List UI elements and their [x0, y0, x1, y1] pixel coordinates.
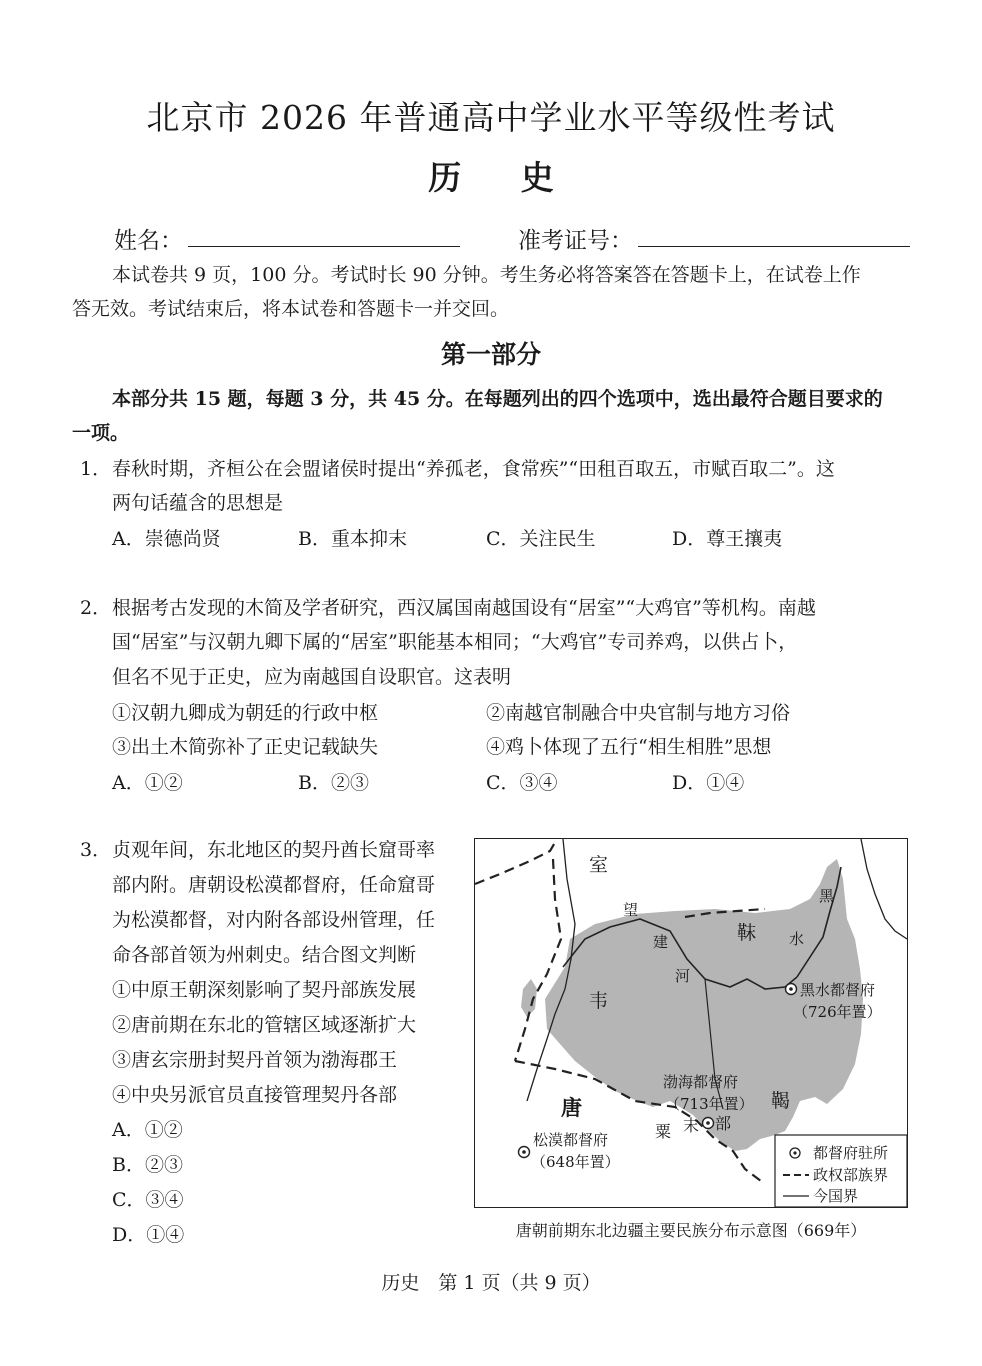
- heishui-seat-dot: [789, 987, 793, 991]
- label-mo: 靺: [737, 922, 757, 944]
- polity-boundary-line: [475, 839, 557, 884]
- name-field[interactable]: [188, 246, 460, 247]
- option-letter: B．: [298, 772, 331, 794]
- option-letter: B．: [112, 1154, 145, 1176]
- label-river-jian: 建: [653, 933, 669, 951]
- legend-seat-dot: [793, 1151, 796, 1154]
- statement: ②唐前期在东北的管辖区域逐渐扩大: [112, 1014, 417, 1036]
- section-desc-line-1: 本部分共 15 题，每题 3 分，共 45 分。在每题列出的四个选项中，选出最符合题目要求的: [112, 388, 883, 410]
- option-letter: A．: [112, 772, 145, 794]
- option-d[interactable]: [672, 766, 744, 800]
- statement: ③出土木简弥补了正史记载缺失: [112, 736, 379, 758]
- option-text: ②③: [330, 772, 369, 794]
- option-letter: D．: [672, 772, 707, 794]
- label-wei: 韦: [589, 990, 609, 1012]
- bohai-year: （713年置）: [665, 1095, 754, 1113]
- option-text: ③④: [519, 772, 558, 794]
- option-text: 重本抑末: [330, 528, 407, 550]
- option-letter: D．: [672, 528, 707, 550]
- label-bu: 部: [715, 1114, 732, 1133]
- legend-boundary-label: 政权部族界: [813, 1166, 889, 1184]
- option-letter: A．: [112, 528, 145, 550]
- label-shi: 室: [589, 854, 609, 876]
- statement: ④中央另派官员直接管理契丹各部: [112, 1084, 398, 1106]
- question-number: 1．: [80, 458, 112, 480]
- question-stem-line: 命各部首领为州刺史。结合图文判断: [112, 944, 417, 966]
- question-stem-line: 两句话蕴含的思想是: [112, 492, 284, 514]
- modern-border-line: [861, 839, 907, 939]
- label-tang: 唐: [561, 1095, 582, 1120]
- instructions-line-1: 本试卷共 9 页，100 分。考试时长 90 分钟。考生务必将答案答在答题卡上，在试卷上作: [112, 264, 861, 286]
- legend-border-label: 今国界: [813, 1187, 859, 1205]
- name-label: 姓名：: [114, 228, 183, 254]
- statement: ③唐玄宗册封契丹首领为渤海郡王: [112, 1049, 398, 1071]
- question-stem-line: 但名不见于正史，应为南越国自设职官。这表明: [112, 666, 512, 688]
- label-river-hei: 黑: [819, 887, 835, 905]
- option-text: 尊王攘夷: [706, 528, 783, 550]
- question-stem-line: 部内附。唐朝设松漠都督府，任命窟哥: [112, 874, 436, 896]
- option-text: 崇德尚贤: [144, 528, 221, 550]
- option-text: ①④: [146, 1224, 185, 1246]
- option-letter: C．: [112, 1189, 146, 1211]
- subject-title: 历 史: [428, 158, 578, 197]
- option-letter: C．: [486, 772, 520, 794]
- question-stem-line: 春秋时期，齐桓公在会盟诸侯时提出“养孤老，食常疾”“田租百取五，市赋百取二”。这: [112, 458, 835, 480]
- option-c[interactable]: [486, 522, 596, 556]
- option-letter: B．: [298, 528, 331, 550]
- label-river-wang: 望: [623, 901, 639, 919]
- question-stem-line: 根据考古发现的木简及学者研究，西汉属国南越国设有“居室”“大鸡官”等机构。南越: [112, 597, 816, 619]
- label-river-shui: 水: [789, 930, 805, 948]
- label-river-he: 河: [675, 967, 691, 985]
- label-su: 粟: [655, 1122, 672, 1141]
- option-a[interactable]: [112, 766, 183, 800]
- option-letter: D．: [112, 1224, 147, 1246]
- option-letter: A．: [112, 1119, 145, 1141]
- map-legend: [775, 1135, 907, 1207]
- option-text: ①②: [144, 1119, 183, 1141]
- option-b[interactable]: [298, 766, 369, 800]
- instructions-line-2: 答无效。考试结束后，将本试卷和答题卡一并交回。: [72, 298, 510, 320]
- question-number: 3．: [80, 839, 112, 861]
- map-svg: [475, 839, 907, 1207]
- ticket-label: 准考证号：: [518, 228, 633, 254]
- option-text: 关注民生: [519, 528, 596, 550]
- heishui-year: （726年置）: [793, 1003, 882, 1021]
- question-number: 2．: [80, 597, 112, 619]
- exam-title: 北京市 2026 年普通高中学业水平等级性考试: [146, 98, 836, 137]
- page-footer: 历史 第 1 页（共 9 页）: [381, 1272, 601, 1294]
- option-a[interactable]: [112, 522, 221, 556]
- option-b[interactable]: [298, 522, 407, 556]
- bohai-name: 渤海都督府: [663, 1073, 739, 1091]
- section-desc-line-2: 一项。: [72, 422, 130, 444]
- map-figure: [474, 838, 908, 1208]
- legend-seat-label: 都督府驻所: [813, 1144, 889, 1162]
- option-d[interactable]: [672, 522, 782, 556]
- section-title: 第一部分: [440, 340, 541, 369]
- option-text: ②③: [144, 1154, 183, 1176]
- option-c[interactable]: [112, 1183, 184, 1217]
- heishui-name: 黑水都督府: [800, 981, 876, 999]
- option-d[interactable]: [112, 1218, 184, 1252]
- option-text: ③④: [145, 1189, 184, 1211]
- option-a[interactable]: [112, 1113, 183, 1147]
- songmo-name: 松漠都督府: [533, 1131, 609, 1149]
- songmo-seat-dot: [522, 1150, 526, 1154]
- label-mo2: 末: [683, 1116, 700, 1135]
- bohai-seat-dot: [706, 1121, 710, 1125]
- statement: ①中原王朝深刻影响了契丹部族发展: [112, 979, 417, 1001]
- label-he: 鞨: [771, 1090, 791, 1112]
- statement: ④鸡卜体现了五行“相生相胜”思想: [486, 736, 772, 758]
- question-stem-line: 贞观年间，东北地区的契丹酋长窟哥率: [112, 839, 436, 861]
- option-b[interactable]: [112, 1148, 183, 1182]
- option-letter: C．: [486, 528, 520, 550]
- statement: ①汉朝九卿成为朝廷的行政中枢: [112, 702, 379, 724]
- map-caption: 唐朝前期东北边疆主要民族分布示意图（669年）: [515, 1221, 867, 1240]
- question-stem-line: 国“居室”与汉朝九卿下属的“居室”职能基本相同；“大鸡官”专司养鸡，以供占卜，: [112, 631, 798, 653]
- option-text: ①④: [706, 772, 745, 794]
- statement: ②南越官制融合中央官制与地方习俗: [486, 702, 791, 724]
- question-stem-line: 为松漠都督，对内附各部设州管理，任: [112, 909, 436, 931]
- option-c[interactable]: [486, 766, 558, 800]
- songmo-year: （648年置）: [531, 1153, 620, 1171]
- option-text: ①②: [144, 772, 183, 794]
- ticket-field[interactable]: [638, 246, 910, 247]
